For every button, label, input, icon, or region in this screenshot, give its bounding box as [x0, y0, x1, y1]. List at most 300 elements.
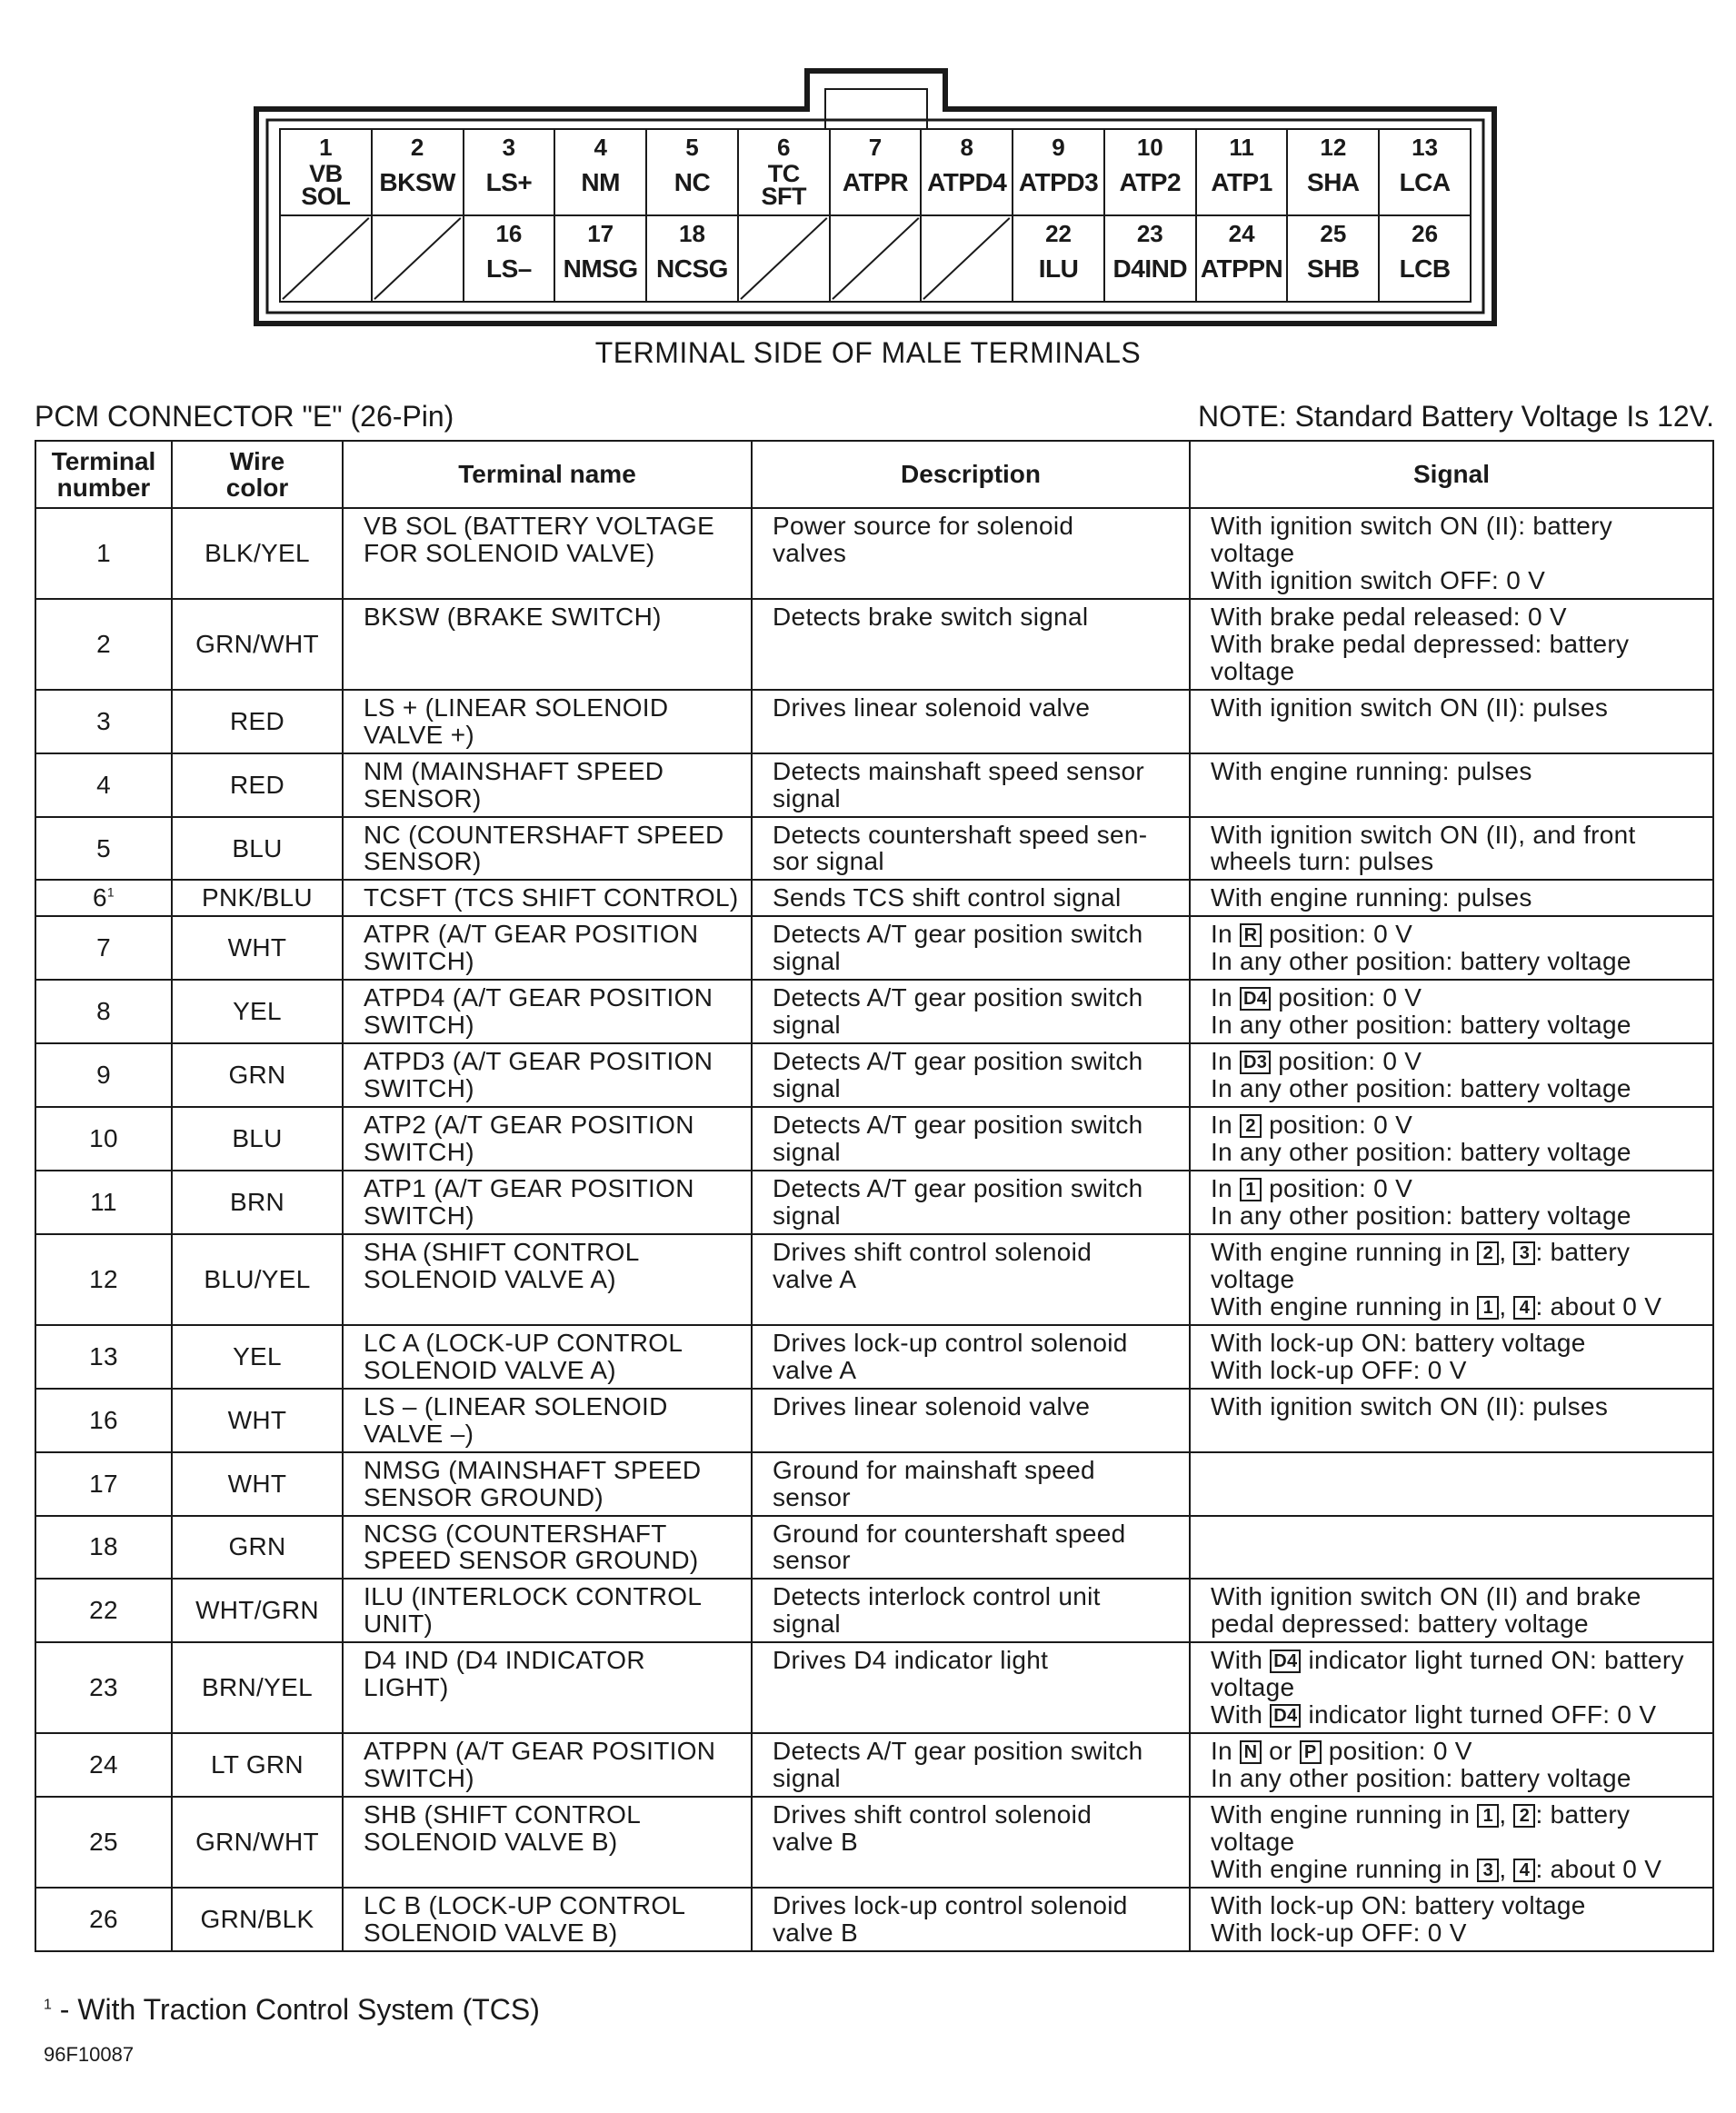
description-cell-line: Drives linear solenoid valve — [773, 693, 1091, 722]
description-cell-line: sensor — [773, 1546, 851, 1575]
terminal-name-cell-line: VALVE –) — [364, 1419, 474, 1448]
terminal-number-cell — [35, 599, 172, 690]
signal-text: With engine running: pulses — [1211, 883, 1532, 912]
header-terminal-name: Terminal name — [343, 441, 752, 508]
table-row — [35, 980, 1713, 1043]
signal-text: position: 0 V — [1321, 1737, 1472, 1766]
description-cell — [752, 1389, 1190, 1452]
description-cell — [752, 1642, 1190, 1733]
terminal-number-cell — [35, 1389, 172, 1452]
terminal-name-cell — [343, 880, 752, 916]
description-cell-line: Drives lock-up control solenoid — [773, 1328, 1128, 1357]
shift-position-box: 1 — [1477, 1804, 1499, 1828]
signal-text: , — [1499, 1854, 1514, 1883]
signal-text: , — [1499, 1237, 1514, 1266]
signal-cell — [1190, 1579, 1713, 1642]
signal-text: With ignition switch ON (II) and brake — [1211, 1582, 1641, 1611]
description-cell-line: valves — [773, 538, 847, 567]
terminal-number: 11 — [90, 1187, 117, 1216]
wire-color-cell: BRN/YEL — [172, 1642, 343, 1733]
wire-color-cell: BLU/YEL — [172, 1234, 343, 1325]
signal-text: position: 0 V — [1262, 1174, 1413, 1203]
wire-color-cell: GRN/WHT — [172, 1797, 343, 1888]
terminal-name-cell — [343, 1043, 752, 1107]
terminal-number-cell — [35, 880, 172, 916]
pin-number: 22 — [1045, 220, 1072, 247]
table-title: PCM CONNECTOR "E" (26-Pin) — [35, 400, 454, 433]
signal-text: voltage — [1211, 656, 1295, 685]
signal-cell — [1190, 817, 1713, 881]
terminal-number-cell — [35, 753, 172, 817]
signal-cell — [1190, 1888, 1713, 1951]
table-row — [35, 1642, 1713, 1733]
pin-number: 2 — [410, 134, 424, 161]
signal-text: or — [1262, 1737, 1300, 1766]
connector-pin-12 — [1286, 128, 1380, 216]
pin-number: 17 — [587, 220, 614, 247]
terminal-number: 10 — [89, 1124, 118, 1153]
description-cell — [752, 690, 1190, 753]
table-row — [35, 1234, 1713, 1325]
table-row — [35, 1888, 1713, 1951]
terminal-name-cell — [343, 1325, 752, 1389]
pin-number: 11 — [1229, 134, 1254, 161]
terminal-number: 1 — [96, 538, 111, 567]
terminal-number-cell — [35, 1325, 172, 1389]
signal-text: voltage — [1211, 1673, 1295, 1702]
pin-name: ATP2 — [1119, 168, 1182, 196]
description-cell-line: Power source for solenoid — [773, 512, 1074, 540]
signal-text: With ignition switch ON (II): pulses — [1211, 1391, 1609, 1420]
pin-name: ATPR — [842, 168, 909, 196]
terminal-name-cell-line: SOLENOID VALVE B) — [364, 1828, 618, 1857]
wire-color-cell: WHT/GRN — [172, 1579, 343, 1642]
table-row — [35, 1452, 1713, 1516]
pin-name: LCA — [1399, 168, 1451, 196]
pin-name: NM — [581, 168, 620, 196]
footnote-text: - With Traction Control System (TCS) — [51, 1993, 540, 2026]
terminal-number-cell — [35, 1516, 172, 1580]
signal-text: : about 0 V — [1535, 1291, 1662, 1321]
shift-position-box: N — [1240, 1740, 1262, 1764]
footnote-ref: 1 — [106, 885, 115, 901]
header-wire-color — [172, 441, 343, 508]
signal-text: With lock-up ON: battery voltage — [1211, 1328, 1586, 1357]
terminal-name-cell-line: SWITCH) — [364, 1138, 474, 1167]
header-signal: Signal — [1190, 441, 1713, 508]
pin-number: 26 — [1412, 220, 1439, 247]
signal-text: : about 0 V — [1535, 1854, 1662, 1883]
signal-cell — [1190, 1642, 1713, 1733]
terminal-number-cell — [35, 1171, 172, 1234]
wire-color-cell: GRN — [172, 1043, 343, 1107]
terminal-number: 24 — [89, 1750, 118, 1779]
signal-cell — [1190, 1107, 1713, 1171]
signal-cell — [1190, 1516, 1713, 1580]
terminal-name-cell — [343, 690, 752, 753]
table-row — [35, 1043, 1713, 1107]
signal-text: wheels turn: pulses — [1211, 847, 1434, 876]
signal-text: With engine running in — [1211, 1854, 1478, 1883]
pin-name: ATPD4 — [927, 168, 1007, 196]
connector-empty-cavity — [829, 214, 923, 303]
terminal-name-cell-line: SOLENOID VALVE A) — [364, 1355, 616, 1384]
pin-number: 4 — [594, 134, 607, 161]
description-cell-line: valve A — [773, 1264, 857, 1293]
terminal-name-cell-line: SENSOR) — [364, 847, 482, 876]
connector-pin-grid — [280, 129, 1471, 302]
description-cell — [752, 1452, 1190, 1516]
signal-text: position: 0 V — [1262, 1111, 1413, 1140]
pin-number: 16 — [495, 220, 523, 247]
pin-name: SHA — [1307, 168, 1360, 196]
description-cell-line: Detects A/T gear position switch — [773, 1047, 1143, 1076]
terminal-number-cell — [35, 1642, 172, 1733]
description-cell-line: signal — [773, 1201, 841, 1230]
wire-color-cell: BLU — [172, 1107, 343, 1171]
description-cell-line: Drives linear solenoid valve — [773, 1391, 1091, 1420]
terminal-name-cell-line: NMSG (MAINSHAFT SPEED — [364, 1455, 702, 1484]
empty-cavity-slash — [739, 216, 829, 301]
connector-pin-16 — [463, 214, 556, 303]
signal-text: pedal depressed: battery voltage — [1211, 1610, 1589, 1639]
signal-text: indicator light turned OFF: 0 V — [1301, 1700, 1657, 1729]
pin-name — [761, 160, 806, 210]
pin-number: 23 — [1136, 220, 1163, 247]
shift-position-box: P — [1300, 1740, 1322, 1764]
description-cell-line: valve B — [773, 1828, 858, 1857]
table-row — [35, 1797, 1713, 1888]
description-cell-line: Detects countershaft speed sen- — [773, 820, 1148, 849]
terminal-name-cell-line: SWITCH) — [364, 1011, 474, 1040]
pin-name: D4IND — [1112, 254, 1188, 283]
terminal-number: 18 — [89, 1532, 118, 1561]
terminal-number: 2 — [96, 629, 111, 658]
pin-name: SHB — [1307, 254, 1360, 283]
pin-name-line: TC — [767, 160, 800, 187]
description-cell — [752, 1325, 1190, 1389]
signal-text: : battery — [1535, 1237, 1631, 1266]
terminal-name-cell-line: LIGHT) — [364, 1673, 449, 1702]
pin-name: NCSG — [656, 254, 728, 283]
signal-cell — [1190, 1043, 1713, 1107]
terminal-name-cell-line: ATPD4 (A/T GEAR POSITION — [364, 983, 713, 1012]
terminal-name-cell — [343, 1797, 752, 1888]
description-cell-line: Ground for countershaft speed — [773, 1519, 1126, 1548]
terminal-number-cell — [35, 508, 172, 599]
header-description: Description — [752, 441, 1190, 508]
shift-position-box: 3 — [1477, 1859, 1499, 1882]
description-cell-line: signal — [773, 1011, 841, 1040]
terminal-number: 8 — [96, 997, 111, 1026]
table-row — [35, 753, 1713, 817]
header-text: Terminal — [51, 446, 156, 475]
terminal-name-cell-line: LC A (LOCK-UP CONTROL — [364, 1328, 683, 1357]
connector-pin-2 — [371, 128, 464, 216]
terminal-name-cell-line: ATP2 (A/T GEAR POSITION — [364, 1111, 694, 1140]
description-cell-line: Detects interlock control unit — [773, 1582, 1101, 1611]
table-row — [35, 1579, 1713, 1642]
signal-text: In — [1211, 920, 1241, 949]
description-cell-line: signal — [773, 1610, 841, 1639]
wire-color-cell: WHT — [172, 1452, 343, 1516]
connector-pin-5 — [645, 128, 739, 216]
description-cell-line: signal — [773, 783, 841, 812]
description-cell — [752, 1171, 1190, 1234]
connector-pin-7 — [829, 128, 923, 216]
pin-name: NMSG — [563, 254, 638, 283]
pin-number: 9 — [1052, 134, 1065, 161]
table-row — [35, 1516, 1713, 1580]
table-row — [35, 880, 1713, 916]
description-cell — [752, 817, 1190, 881]
terminal-number: 4 — [96, 770, 111, 799]
signal-text: voltage — [1211, 1264, 1295, 1293]
terminal-number: 7 — [96, 933, 111, 962]
terminal-number-cell — [35, 1452, 172, 1516]
signal-text: With lock-up OFF: 0 V — [1211, 1355, 1467, 1384]
terminal-name-cell — [343, 1171, 752, 1234]
voltage-note: NOTE: Standard Battery Voltage Is 12V. — [1197, 400, 1714, 433]
signal-cell — [1190, 753, 1713, 817]
connector-pin-10 — [1103, 128, 1197, 216]
description-cell-line: signal — [773, 947, 841, 976]
wire-color-cell: BLK/YEL — [172, 508, 343, 599]
pin-name: ATP1 — [1211, 168, 1272, 196]
description-cell-line: Detects A/T gear position switch — [773, 920, 1143, 949]
connector-pin-25 — [1286, 214, 1380, 303]
description-cell — [752, 508, 1190, 599]
signal-text: indicator light turned ON: battery — [1301, 1646, 1684, 1675]
table-row — [35, 690, 1713, 753]
signal-text: : battery — [1535, 1800, 1631, 1829]
terminal-name-cell — [343, 753, 752, 817]
description-cell — [752, 1888, 1190, 1951]
signal-cell — [1190, 508, 1713, 599]
shift-position-box: D4 — [1240, 987, 1271, 1011]
terminal-name-cell-line: LS + (LINEAR SOLENOID — [364, 693, 669, 722]
connector-diagram — [253, 65, 1498, 329]
terminal-number-cell — [35, 1733, 172, 1797]
terminal-number: 25 — [89, 1828, 118, 1857]
description-cell — [752, 1234, 1190, 1325]
wire-color-cell: YEL — [172, 980, 343, 1043]
signal-text: In — [1211, 1174, 1241, 1203]
description-cell — [752, 1516, 1190, 1580]
connector-empty-cavity — [737, 214, 831, 303]
signal-text: In — [1211, 983, 1241, 1012]
header-terminal-number — [35, 441, 172, 508]
description-cell — [752, 1043, 1190, 1107]
terminal-number-cell — [35, 980, 172, 1043]
pin-name: BKSW — [379, 168, 455, 196]
description-cell — [752, 1797, 1190, 1888]
wire-color-cell: RED — [172, 753, 343, 817]
description-cell — [752, 916, 1190, 980]
terminal-name-cell — [343, 1642, 752, 1733]
terminal-name-cell-line: SHB (SHIFT CONTROL — [364, 1800, 642, 1829]
description-cell-line: Detects mainshaft speed sensor — [773, 756, 1144, 785]
signal-cell — [1190, 916, 1713, 980]
terminal-number-cell — [35, 1043, 172, 1107]
table-row — [35, 817, 1713, 881]
description-cell-line: valve B — [773, 1918, 858, 1947]
wire-color-cell: GRN/BLK — [172, 1888, 343, 1951]
terminal-number: 12 — [89, 1264, 118, 1293]
empty-cavity-slash — [831, 216, 921, 301]
signal-cell — [1190, 1452, 1713, 1516]
wire-color-cell: LT GRN — [172, 1733, 343, 1797]
terminal-name-cell-line: SPEED SENSOR GROUND) — [364, 1546, 699, 1575]
signal-text: With engine running in — [1211, 1291, 1478, 1321]
table-row — [35, 1107, 1713, 1171]
description-cell-line: sensor — [773, 1482, 851, 1511]
description-cell-line: signal — [773, 1138, 841, 1167]
connector-pin-1 — [279, 128, 373, 216]
wire-color-cell: BLU — [172, 817, 343, 881]
terminal-name-cell-line: TCSFT (TCS SHIFT CONTROL) — [364, 883, 739, 912]
pin-number: 18 — [678, 220, 705, 247]
pin-number: 7 — [868, 134, 883, 161]
connector-empty-cavity — [279, 214, 373, 303]
terminal-name-cell — [343, 1888, 752, 1951]
shift-position-box: 2 — [1477, 1241, 1499, 1265]
terminal-number-cell — [35, 1797, 172, 1888]
connector-pin-3 — [463, 128, 556, 216]
terminal-number-cell — [35, 817, 172, 881]
signal-text: With ignition switch ON (II): battery — [1211, 512, 1613, 540]
description-cell-line: signal — [773, 1074, 841, 1103]
terminal-number-cell — [35, 1888, 172, 1951]
wire-color-cell: GRN — [172, 1516, 343, 1580]
signal-text: position: 0 V — [1271, 1047, 1422, 1076]
signal-cell — [1190, 1325, 1713, 1389]
connector-pin-22 — [1012, 214, 1105, 303]
terminal-number-cell — [35, 1107, 172, 1171]
pin-name: LS+ — [485, 168, 533, 196]
pin-number: 5 — [685, 134, 699, 161]
signal-text: position: 0 V — [1271, 983, 1422, 1012]
signal-text: position: 0 V — [1262, 920, 1413, 949]
shift-position-box: 4 — [1513, 1859, 1535, 1882]
terminal-number: 23 — [89, 1673, 118, 1702]
signal-cell — [1190, 1171, 1713, 1234]
description-cell-line: valve A — [773, 1355, 857, 1384]
terminal-name-cell-line: SENSOR) — [364, 783, 482, 812]
terminal-name-cell — [343, 1234, 752, 1325]
pin-number: 10 — [1136, 134, 1163, 161]
shift-position-box: 4 — [1513, 1296, 1535, 1320]
signal-text: With — [1211, 1700, 1271, 1729]
pin-number: 1 — [319, 134, 333, 161]
header-text: color — [225, 473, 289, 502]
pin-name: LS– — [485, 254, 532, 283]
signal-text: With engine running in — [1211, 1800, 1478, 1829]
terminal-name-cell-line: SWITCH) — [364, 1201, 474, 1230]
terminal-name-cell-line: SHA (SHIFT CONTROL — [364, 1237, 640, 1266]
terminal-name-cell-line: SWITCH) — [364, 947, 474, 976]
signal-text: In — [1211, 1047, 1241, 1076]
wire-color-cell: WHT — [172, 1389, 343, 1452]
shift-position-box: 1 — [1240, 1178, 1262, 1201]
table-row — [35, 1733, 1713, 1797]
terminal-number: 17 — [89, 1469, 118, 1498]
pin-number: 13 — [1412, 134, 1439, 161]
terminal-name-cell-line: NM (MAINSHAFT SPEED — [364, 756, 664, 785]
table-row — [35, 1389, 1713, 1452]
connector-caption: TERMINAL SIDE OF MALE TERMINALS — [594, 336, 1142, 369]
terminal-number-cell — [35, 1234, 172, 1325]
signal-text: , — [1499, 1800, 1514, 1829]
signal-text: With brake pedal depressed: battery — [1211, 629, 1630, 658]
description-cell — [752, 753, 1190, 817]
pin-name: ATPD3 — [1018, 168, 1099, 196]
terminal-name-cell — [343, 1452, 752, 1516]
description-cell-line: Drives lock-up control solenoid — [773, 1890, 1128, 1919]
pin-name: NC — [673, 168, 711, 196]
table-header-row — [35, 441, 1713, 508]
signal-cell — [1190, 1389, 1713, 1452]
signal-text: In any other position: battery voltage — [1211, 1201, 1631, 1230]
signal-text: With brake pedal released: 0 V — [1211, 602, 1567, 631]
connector-empty-cavity — [371, 214, 464, 303]
description-cell-line: Ground for mainshaft speed — [773, 1455, 1095, 1484]
terminal-name-cell-line: NCSG (COUNTERSHAFT — [364, 1519, 667, 1548]
connector-pin-26 — [1378, 214, 1472, 303]
empty-cavity-slash — [373, 216, 463, 301]
terminal-name-cell-line: LS – (LINEAR SOLENOID — [364, 1391, 668, 1420]
terminal-name-cell — [343, 916, 752, 980]
connector-pin-17 — [554, 214, 647, 303]
table-row — [35, 1171, 1713, 1234]
terminal-name-cell-line: SWITCH) — [364, 1764, 474, 1793]
connector-pin-8 — [920, 128, 1013, 216]
signal-text: voltage — [1211, 538, 1295, 567]
wire-color-cell: PNK/BLU — [172, 880, 343, 916]
table-row — [35, 599, 1713, 690]
terminal-name-cell-line: SOLENOID VALVE B) — [364, 1918, 618, 1947]
empty-cavity-slash — [281, 216, 371, 301]
shift-position-box: D4 — [1270, 1704, 1301, 1728]
pin-name: ILU — [1038, 254, 1079, 283]
signal-cell — [1190, 599, 1713, 690]
pin-name — [301, 160, 351, 210]
signal-text: In any other position: battery voltage — [1211, 947, 1631, 976]
terminal-name-cell-line: UNIT) — [364, 1610, 434, 1639]
terminal-name-cell — [343, 817, 752, 881]
connector-pin-11 — [1195, 128, 1289, 216]
pin-name-line: VB — [309, 160, 343, 187]
pin-name: ATPPN — [1200, 254, 1283, 283]
connector-pin-6 — [737, 128, 831, 216]
terminal-number: 26 — [89, 1904, 118, 1933]
description-cell-line: Detects brake switch signal — [773, 602, 1089, 631]
wire-color-cell: RED — [172, 690, 343, 753]
terminal-name-cell-line: SENSOR GROUND) — [364, 1482, 604, 1511]
terminal-name-cell — [343, 1389, 752, 1452]
wire-color-cell: GRN/WHT — [172, 599, 343, 690]
figure-id: 96F10087 — [44, 2043, 135, 2066]
terminal-name-cell-line: ATPPN (A/T GEAR POSITION — [364, 1737, 716, 1766]
signal-text: With ignition switch ON (II): pulses — [1211, 693, 1609, 722]
table-row — [35, 916, 1713, 980]
terminal-name-cell — [343, 1579, 752, 1642]
terminal-name-cell-line: ATPD3 (A/T GEAR POSITION — [364, 1047, 713, 1076]
signal-text: In any other position: battery voltage — [1211, 1138, 1631, 1167]
description-cell-line: sor signal — [773, 847, 884, 876]
header-text: number — [56, 473, 151, 502]
terminal-name-cell — [343, 1516, 752, 1580]
